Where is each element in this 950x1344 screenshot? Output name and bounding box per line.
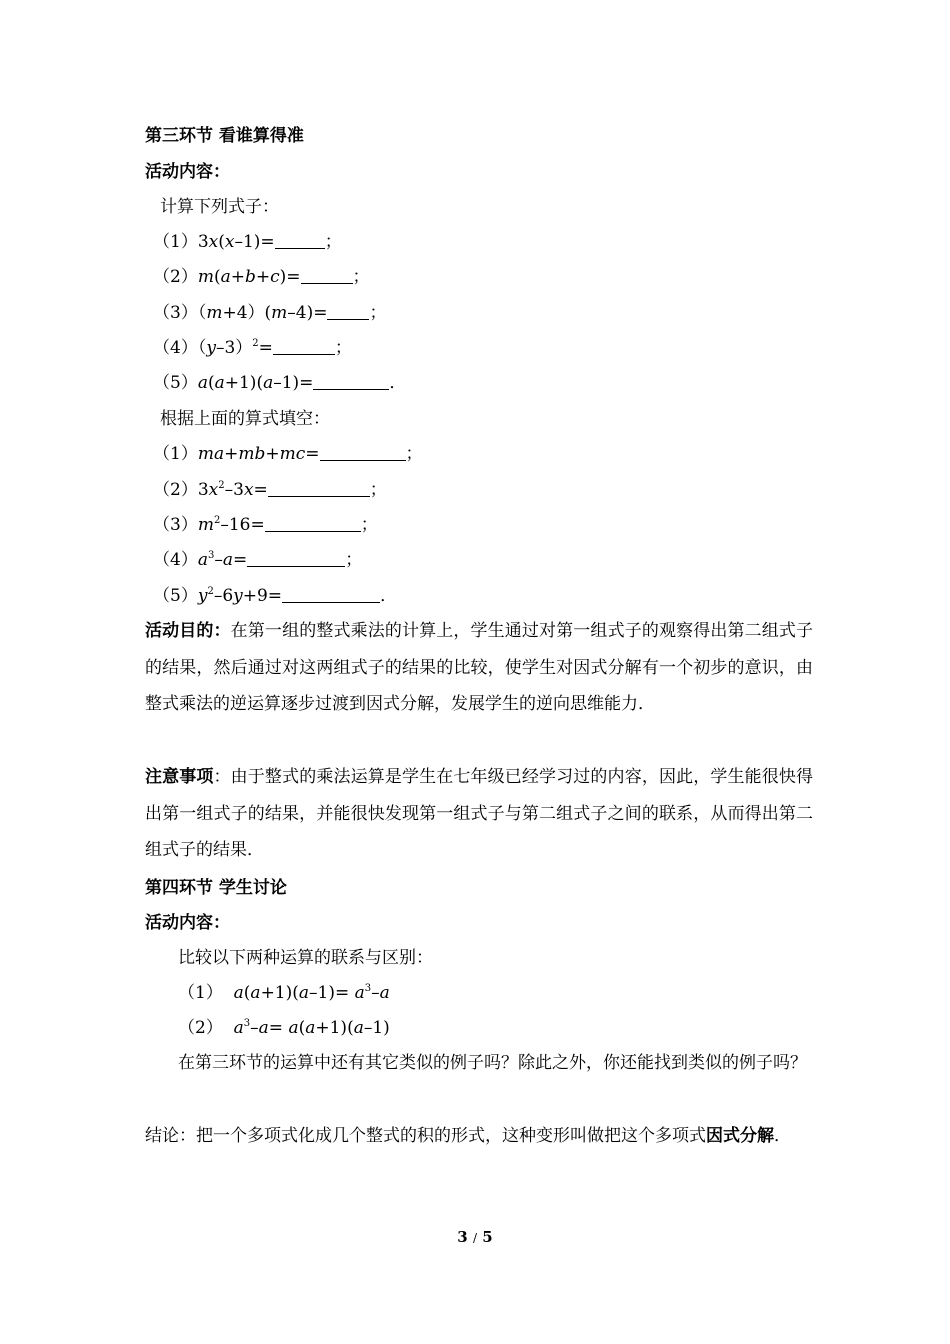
- page-number: 3 / 5: [457, 1228, 493, 1246]
- question-paragraph: 在第三环节的运算中还有其它类似的例子吗？除此之外，你还能找到类似的例子吗？: [178, 1053, 807, 1073]
- section4-content-label: 活动内容：: [145, 913, 230, 933]
- notes-paragraph: 注意事项：由于整式的乘法运算是学生在七年级已经学习过的内容，因此，学生能很快得出第一组式子的结果，并能很快发现第一组式子与第二组式子之间的联系，从而得出第二组式子的结果．: [145, 767, 814, 860]
- compare-item-2: （2） $a^3-a= a(a+1)(a-1)$: [178, 1018, 390, 1038]
- fill-item-3: $(3)m^2-16=$ ；: [153, 515, 378, 535]
- conclusion-term: 因式分解: [706, 1126, 774, 1146]
- calc-item-2: （2）m(a+b+c)= ；: [153, 267, 370, 287]
- purpose-paragraph: 活动目的：在第一组的整式乘法的计算上，学生通过对第一组式子的观察得出第二组式子的结果，然后通过对这两组式子的结果的比较，使学生对因式分解有一个初步的意识，由整式乘法的逆运算逐步过渡到因式分解，发展学生的逆向思维能力．: [145, 621, 814, 714]
- calc-item-1: （1）3x(x–1)= ；: [153, 232, 342, 252]
- calc-item-4: $(4)(y-3)^2=$ ；: [153, 338, 352, 358]
- calc-item-5: （5）a(a+1)(a–1)= ．: [153, 373, 407, 393]
- fill-intro: 根据上面的算式填空：: [160, 409, 330, 429]
- compare-item-1: （1） $a(a+1)(a-1)= a^3-a$: [178, 983, 390, 1003]
- fill-item-1: （1）ma+mb+mc= ；: [153, 444, 423, 464]
- fill-item-4: $(4)a^3-a=$ ；: [153, 550, 363, 570]
- fill-item-5: $(5)y^2-6y+9=$ ．: [153, 586, 398, 606]
- fill-item-2: $(2)3x^2-3x=$ ；: [153, 480, 387, 500]
- compare-intro: 比较以下两种运算的联系与区别：: [178, 948, 433, 968]
- section3-content-label: 活动内容：: [145, 162, 230, 182]
- calc-item-3: （3）（m+4）(m–4)= ；: [153, 303, 387, 323]
- section4-title: 第四环节 学生讨论: [145, 878, 287, 898]
- conclusion-paragraph: 结论：把一个多项式化成几个整式的积的形式，这种变形叫做把这个多项式因式分解．: [145, 1126, 791, 1146]
- section3-intro: 计算下列式子：: [160, 197, 279, 217]
- section3-title: 第三环节 看谁算得准: [145, 126, 304, 146]
